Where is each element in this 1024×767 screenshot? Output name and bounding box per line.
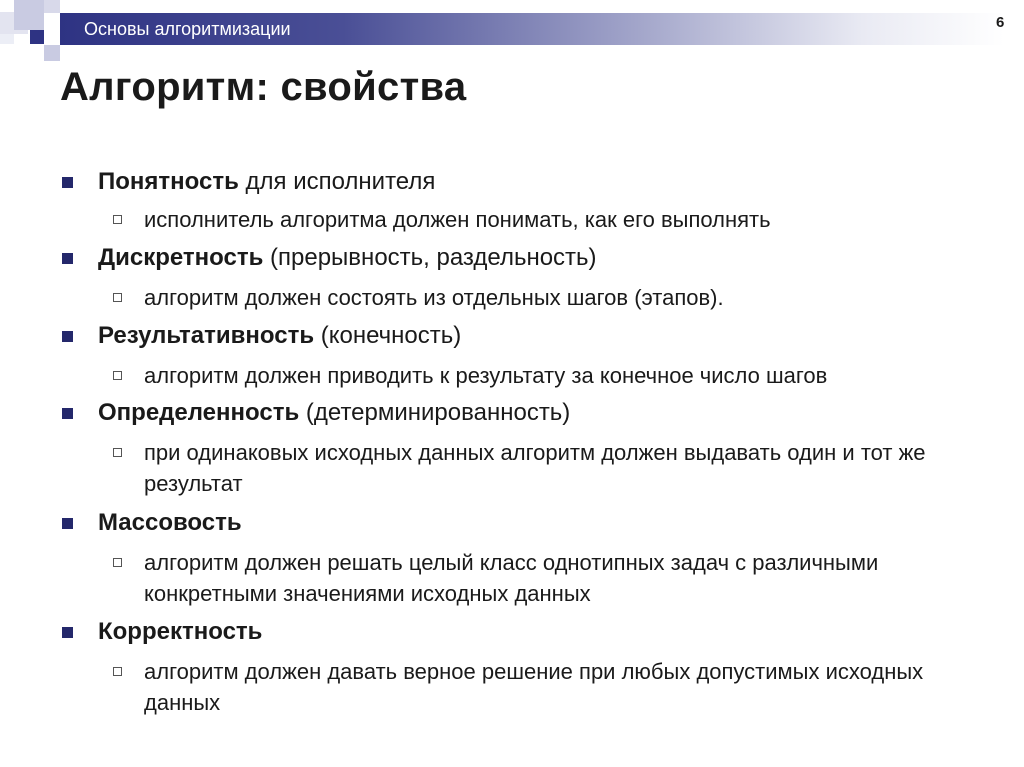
hollow-square-bullet-icon [113, 293, 122, 302]
property-note: (прерывность, раздельность) [263, 244, 597, 271]
property-detail: исполнитель алгоритма должен понимать, как его выполнять [144, 207, 771, 232]
square-bullet-icon [62, 177, 73, 188]
hollow-square-bullet-icon [113, 215, 122, 224]
property-heading [98, 321, 461, 351]
property-heading [98, 398, 570, 428]
square-bullet-icon [62, 518, 73, 529]
property-heading [98, 617, 262, 647]
property-heading [98, 508, 242, 538]
square-bullet-icon [62, 627, 73, 638]
hollow-square-bullet-icon [113, 448, 122, 457]
property-term: Массовость [98, 509, 242, 536]
property-detail: при одинаковых исходных данных алгоритм должен выдавать один и тот же результат [144, 440, 926, 496]
page-number: 6 [996, 14, 1005, 31]
property-term: Корректность [98, 618, 263, 645]
property-note: (конечность) [314, 322, 462, 349]
hollow-square-bullet-icon [113, 558, 122, 567]
property-term: Понятность [98, 168, 239, 195]
property-detail: алгоритм должен решать целый класс однотипных задач с различными конкретными значениями исходных данных [144, 550, 879, 606]
hollow-square-bullet-icon [113, 667, 122, 676]
property-detail: алгоритм должен приводить к результату за конечное число шагов [144, 363, 828, 388]
property-heading [98, 243, 597, 273]
property-detail: алгоритм должен состоять из отдельных шагов (этапов). [144, 285, 724, 310]
header-title: Основы алгоритмизации [84, 19, 291, 39]
property-note: (детерминированность) [299, 399, 571, 426]
square-bullet-icon [62, 331, 73, 342]
property-heading [98, 167, 435, 197]
property-term: Дискретность [98, 244, 264, 271]
property-detail: алгоритм должен давать верное решение при любых допустимых исходных данных [144, 659, 924, 715]
property-note: для исполнителя [238, 168, 436, 195]
hollow-square-bullet-icon [113, 371, 122, 380]
square-bullet-icon [62, 253, 73, 264]
square-bullet-icon [62, 408, 73, 419]
slide-title: Алгоритм: свойства [60, 65, 467, 109]
property-term: Результативность [98, 322, 315, 349]
property-term: Определенность [98, 399, 300, 426]
